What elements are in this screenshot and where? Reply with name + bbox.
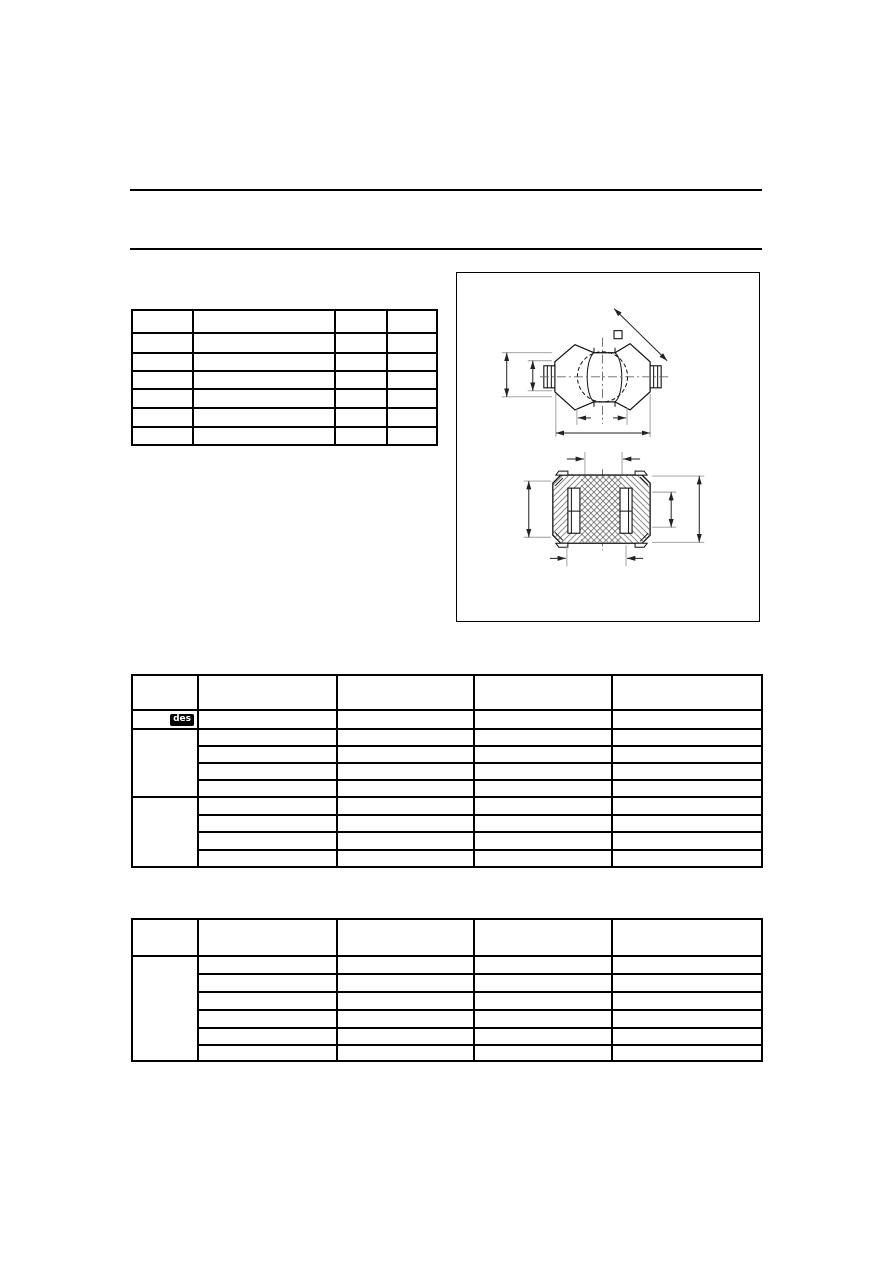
table-cell <box>198 815 337 832</box>
table-cell <box>337 956 474 974</box>
table-cell <box>612 832 762 850</box>
table-cell <box>612 797 762 815</box>
table-row <box>132 832 762 850</box>
table-cell <box>474 919 612 956</box>
cross-section-view <box>553 471 650 547</box>
table-row <box>132 333 437 353</box>
table-cell <box>132 371 193 389</box>
dimensions-table-1 <box>131 674 763 868</box>
table-cell <box>132 353 193 371</box>
table-cell <box>387 310 437 333</box>
table-cell <box>198 797 337 815</box>
table-cell <box>335 427 387 445</box>
table-cell <box>612 992 762 1010</box>
table-row <box>132 797 762 815</box>
table-cell <box>198 832 337 850</box>
edge-ticks <box>594 348 615 407</box>
table-cell <box>474 746 612 763</box>
table-cell <box>198 919 337 956</box>
table-cell <box>335 353 387 371</box>
table-cell <box>198 780 337 797</box>
table-cell <box>612 1010 762 1028</box>
table-cell <box>612 974 762 992</box>
table-cell <box>337 919 474 956</box>
table-cell <box>198 675 337 710</box>
table-cell <box>612 956 762 974</box>
table-cell <box>337 815 474 832</box>
table-cell <box>193 333 335 353</box>
table-cell <box>198 850 337 867</box>
table-row <box>132 763 762 780</box>
table-cell <box>474 729 612 746</box>
table-cell <box>387 333 437 353</box>
table-cell <box>198 974 337 992</box>
table-cell <box>612 850 762 867</box>
table-cell <box>132 427 193 445</box>
table-cell <box>612 710 762 729</box>
table-cell <box>474 1045 612 1061</box>
merged-group-cell <box>132 729 198 797</box>
table-cell <box>337 729 474 746</box>
package-drawing-frame <box>456 272 760 622</box>
table-cell <box>337 832 474 850</box>
table-row <box>132 1028 762 1045</box>
table-cell <box>612 763 762 780</box>
table-row <box>132 850 762 867</box>
table-row <box>132 1045 762 1061</box>
table-cell <box>335 333 387 353</box>
barrel-arcs <box>587 353 622 402</box>
table-cell <box>474 797 612 815</box>
table-row <box>132 729 762 746</box>
table-cell <box>335 310 387 333</box>
table-cell <box>198 1010 337 1028</box>
table-cell <box>612 919 762 956</box>
merged-group-cell <box>132 956 198 1061</box>
table-cell <box>474 780 612 797</box>
table-cell <box>387 408 437 427</box>
merged-group-cell <box>132 797 198 867</box>
table-cell <box>193 371 335 389</box>
table-cell <box>474 974 612 992</box>
table-cell <box>335 389 387 408</box>
table-cell <box>612 729 762 746</box>
table-cell <box>132 919 198 956</box>
des-badge: des <box>170 714 194 727</box>
table-cell <box>198 1028 337 1045</box>
table-cell <box>387 389 437 408</box>
table-cell <box>193 408 335 427</box>
table-cell <box>474 992 612 1010</box>
table-cell <box>474 850 612 867</box>
table-cell <box>337 850 474 867</box>
table-cell <box>612 1045 762 1061</box>
table-cell <box>193 389 335 408</box>
table-cell <box>474 815 612 832</box>
table-cell <box>387 427 437 445</box>
table-cell <box>337 797 474 815</box>
table-row <box>132 815 762 832</box>
table-cell <box>193 353 335 371</box>
table-cell <box>337 746 474 763</box>
table-cell <box>193 427 335 445</box>
table-cell <box>198 746 337 763</box>
orientation-square <box>614 331 622 339</box>
table-cell <box>612 746 762 763</box>
table-cell <box>198 956 337 974</box>
table-row <box>132 992 762 1010</box>
table-header-row <box>132 675 762 710</box>
table-cell <box>612 675 762 710</box>
table-cell <box>474 832 612 850</box>
table-cell <box>337 763 474 780</box>
table-cell <box>474 1028 612 1045</box>
table-cell <box>132 408 193 427</box>
table-cell <box>337 675 474 710</box>
table-cell <box>193 310 335 333</box>
des-badge-cell <box>132 710 198 729</box>
table-cell <box>612 1028 762 1045</box>
table-cell <box>337 1010 474 1028</box>
table-cell <box>337 1028 474 1045</box>
table-row <box>132 710 762 729</box>
parameter-table <box>131 309 438 446</box>
table-cell <box>474 1010 612 1028</box>
table-row <box>132 780 762 797</box>
table-cell <box>337 780 474 797</box>
table-cell <box>387 353 437 371</box>
table-row <box>132 1010 762 1028</box>
table-cell <box>132 310 193 333</box>
table-cell <box>198 729 337 746</box>
table-cell <box>337 974 474 992</box>
table-row <box>132 746 762 763</box>
table-cell <box>132 389 193 408</box>
table-cell <box>612 815 762 832</box>
table-row <box>132 389 437 408</box>
table-cell <box>198 763 337 780</box>
header-rule-bottom <box>130 248 762 250</box>
table-row <box>132 956 762 974</box>
table-cell <box>335 408 387 427</box>
table-cell <box>474 763 612 780</box>
table-cell <box>474 710 612 729</box>
table-cell <box>198 992 337 1010</box>
table-row <box>132 427 437 445</box>
table-row <box>132 408 437 427</box>
table-cell <box>474 675 612 710</box>
table-row <box>132 310 437 333</box>
table-header-row <box>132 919 762 956</box>
table-cell <box>337 992 474 1010</box>
table-row <box>132 974 762 992</box>
table-row <box>132 353 437 371</box>
table-cell <box>337 1045 474 1061</box>
table-cell <box>198 710 337 729</box>
table-cell <box>474 956 612 974</box>
table-row <box>132 371 437 389</box>
dimensions-table-2 <box>131 918 763 1062</box>
header-rule-top <box>130 189 762 191</box>
table-cell <box>132 333 193 353</box>
table-cell <box>198 1045 337 1061</box>
table-cell <box>387 371 437 389</box>
table-cell <box>335 371 387 389</box>
table-cell <box>612 780 762 797</box>
table-cell <box>337 710 474 729</box>
table-cell <box>132 675 198 710</box>
package-outline-drawing <box>457 273 759 621</box>
